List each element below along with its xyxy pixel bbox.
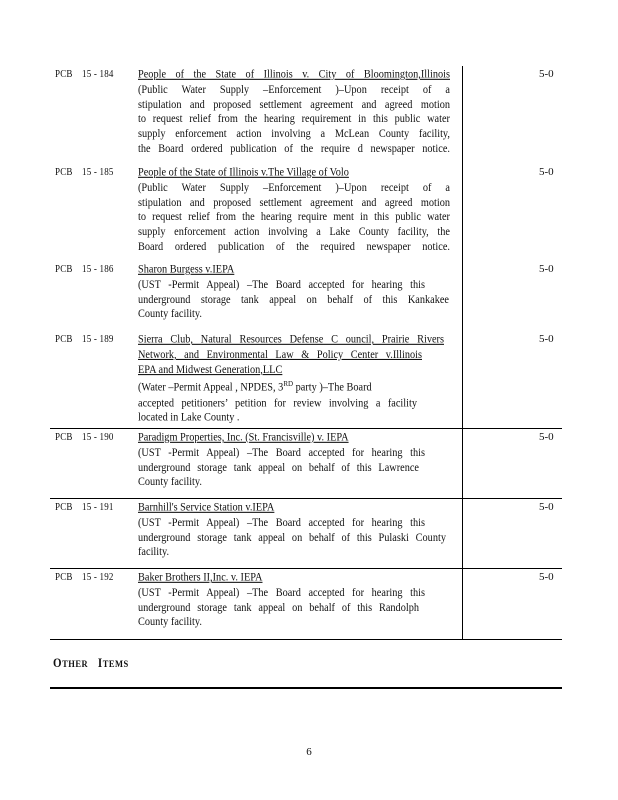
- case-description: Paradigm Properties, Inc. (St. Francisville) v. IEPA (UST -Permit Appeal) –The Board accepted for hearing this underground storage tank appeal on behalf of this Lawrence County facility.: [138, 432, 425, 489]
- case-description: Sharon Burgess v.IEPA (UST -Permit Appeal) –The Board accepted for hearing this underground storage tank appeal on behalf of this Kankakee County facility.: [138, 264, 449, 321]
- page-number: 6: [306, 746, 312, 758]
- vote-result: 5-0: [539, 263, 554, 275]
- case-number: PCB 15 - 190: [55, 431, 114, 443]
- vote-result: 5-0: [539, 571, 554, 583]
- section-rule: [50, 687, 562, 689]
- table-bottom-rule: [50, 639, 562, 640]
- case-description: People of the State of Illinois v.The Village of Volo (Public Water Supply –Enforcement )–Upon receipt of a stipulation and proposed settlement agreement and agreed motion to request relief from the hearing require ment in this public water supply enforcement action involving a Lake County facility, the Board ordered publication of the required newspaper notice.: [138, 167, 450, 254]
- vote-result: 5-0: [539, 431, 554, 443]
- row-divider: [50, 568, 562, 569]
- case-description: Baker Brothers II,Inc. v. IEPA (UST -Permit Appeal) –The Board accepted for hearing this underground storage tank appeal on behalf of this Randolph County facility.: [138, 572, 425, 629]
- case-title: Paradigm Properties, Inc. (St. Francisville) v. IEPA: [138, 432, 349, 444]
- case-title: Baker Brothers II,Inc. v. IEPA: [138, 572, 263, 584]
- vote-result: 5-0: [539, 333, 554, 345]
- case-number: PCB 15 - 184: [55, 68, 114, 80]
- case-title: EPA and Midwest Generation,LLC: [138, 363, 283, 376]
- case-number: PCB 15 - 185: [55, 166, 114, 178]
- case-title: People of the State of Illinois v. City of Bloomington,Illinois: [138, 69, 450, 81]
- case-description: People of the State of Illinois v. City of Bloomington,Illinois (Public Water Supply –Enforcement )–Upon receipt of a stipulation and proposed settlement agreement and agreed motion to request relief from the hearing requirement in this public water supply enforcement action involving a McLean County facility, the Board ordered publication of the require d newspaper notice.: [138, 69, 450, 156]
- row-divider: [50, 428, 562, 429]
- case-description: Sierra Club, Natural Resources Defense C ouncil, Prairie Rivers Network, and Environmental Law & Policy Center v.Illinois EPA and Midwest Generation,LLC (Water –Permit Appeal , NPDES, 3RD party )–The Board accepted petitioners’ petition for review involving a facility located in Lake County .: [138, 334, 444, 425]
- column-divider: [462, 66, 463, 640]
- case-number: PCB 15 - 191: [55, 501, 114, 513]
- case-title: Network, and Environmental Law & Policy Center v.Illinois: [138, 348, 422, 361]
- row-divider: [50, 498, 562, 499]
- case-title: Sierra Club, Natural Resources Defense C ouncil, Prairie Rivers: [138, 334, 444, 346]
- vote-result: 5-0: [539, 68, 554, 80]
- case-number: PCB 15 - 192: [55, 571, 114, 583]
- case-number: PCB 15 - 189: [55, 333, 114, 345]
- vote-result: 5-0: [539, 166, 554, 178]
- case-number: PCB 15 - 186: [55, 263, 114, 275]
- case-title: People of the State of Illinois v.The Village of Volo: [138, 167, 349, 179]
- case-title: Sharon Burgess v.IEPA: [138, 264, 235, 276]
- case-description: Barnhill's Service Station v.IEPA (UST -Permit Appeal) –The Board accepted for hearing this underground storage tank appeal on behalf of this Pulaski County facility.: [138, 502, 446, 559]
- vote-result: 5-0: [539, 501, 554, 513]
- case-title: Barnhill's Service Station v.IEPA: [138, 502, 275, 514]
- section-heading-other-items: OTHER ITEMS: [53, 657, 129, 671]
